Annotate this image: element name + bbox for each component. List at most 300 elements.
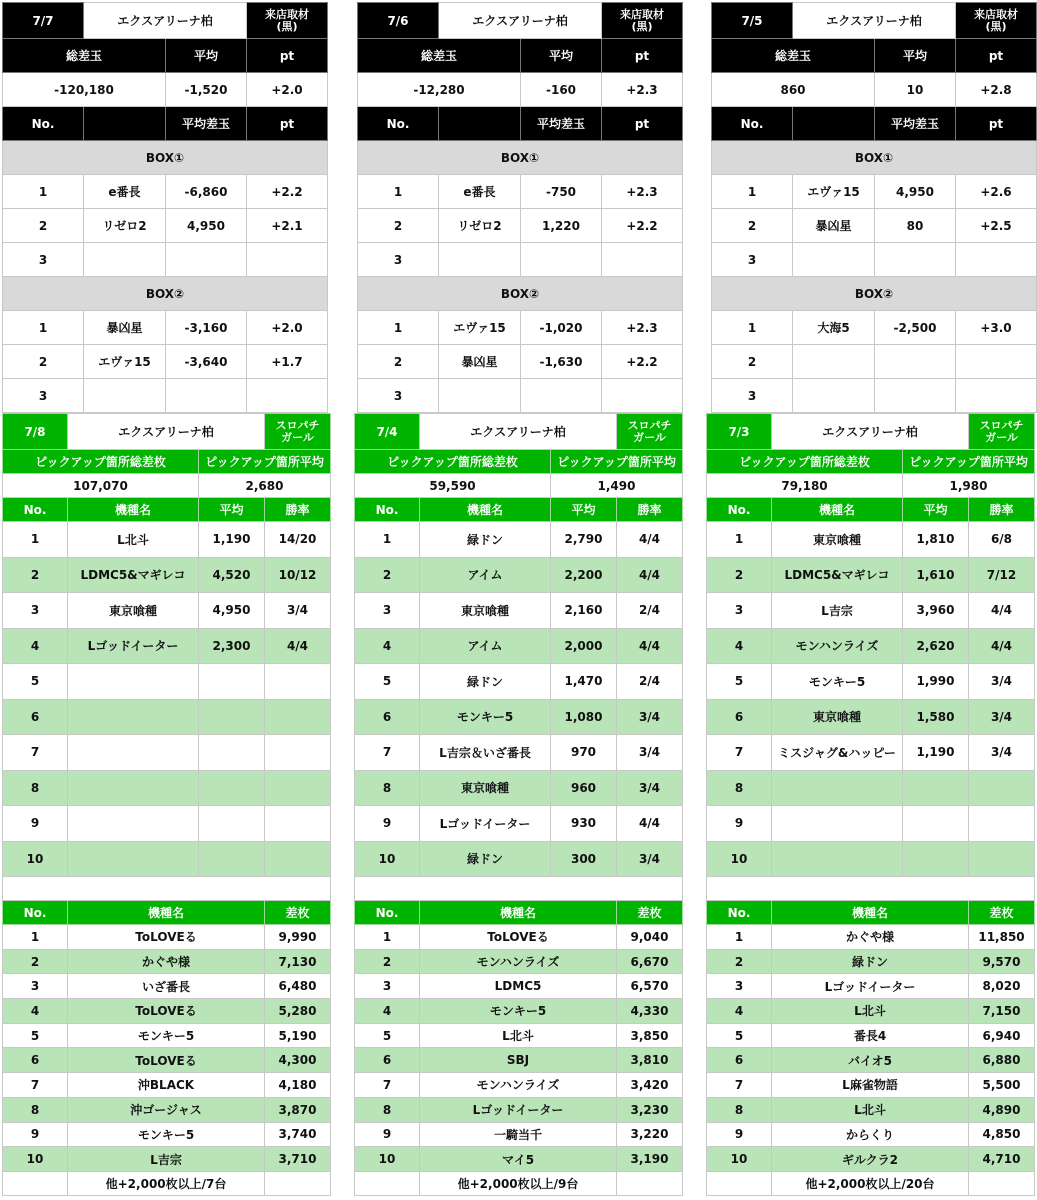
table-row <box>355 1048 683 1073</box>
pt-value <box>247 243 328 277</box>
row-no: 6 <box>3 699 68 735</box>
diff-value: 4,180 <box>265 1073 331 1098</box>
diff-value: 8,020 <box>969 974 1035 999</box>
summary-value: -120,180 <box>3 73 166 107</box>
machine-name: かぐや様 <box>68 949 265 974</box>
win-rate: 4/4 <box>969 593 1035 629</box>
table-row <box>355 974 683 999</box>
row-no: 4 <box>3 999 68 1024</box>
win-rate: 3/4 <box>969 664 1035 700</box>
row-no: 9 <box>3 806 68 842</box>
machine-name <box>793 345 875 379</box>
row-no: 8 <box>355 770 420 806</box>
machine-name <box>793 243 875 277</box>
summary-header: ピックアップ箇所総差枚 <box>355 450 551 474</box>
win-rate: 6/8 <box>969 522 1035 558</box>
list-header: No. <box>3 107 84 141</box>
table-row <box>3 735 331 771</box>
table-row <box>712 311 1037 345</box>
row-no: 3 <box>3 379 84 413</box>
win-rate: 10/12 <box>265 557 331 593</box>
diff-value: 9,570 <box>969 949 1035 974</box>
pt-value: +1.7 <box>247 345 328 379</box>
table-row <box>3 699 331 735</box>
machine-name <box>68 841 199 877</box>
row-no: 7 <box>707 735 772 771</box>
table-row <box>3 999 331 1024</box>
table-row <box>358 345 683 379</box>
machine-name: ToLOVEる <box>68 925 265 950</box>
store-name: エクスアリーナ柏 <box>84 3 247 39</box>
machine-name: エヴァ15 <box>793 175 875 209</box>
table-row <box>355 1122 683 1147</box>
avg-value: 2,000 <box>551 628 617 664</box>
machine-name: マイ5 <box>420 1147 617 1172</box>
avg-value <box>199 664 265 700</box>
table-row <box>3 243 328 277</box>
table-row <box>707 628 1035 664</box>
diff-value: 3,230 <box>617 1097 683 1122</box>
diff-value: 5,190 <box>265 1023 331 1048</box>
avg-value <box>199 735 265 771</box>
row-no: 10 <box>355 841 420 877</box>
table-row <box>712 345 1037 379</box>
rank-header: 差枚 <box>969 901 1035 925</box>
machine-name <box>68 735 199 771</box>
row-no: 7 <box>355 1073 420 1098</box>
pt-value: +2.2 <box>602 345 683 379</box>
avg-value: 2,300 <box>199 628 265 664</box>
row-no: 7 <box>3 1073 68 1098</box>
machine-name <box>772 770 903 806</box>
row-no: 4 <box>707 628 772 664</box>
row-no: 1 <box>712 175 793 209</box>
avg-diff <box>166 243 247 277</box>
machine-name: エヴァ15 <box>439 311 521 345</box>
table-row <box>707 593 1035 629</box>
win-rate: 3/4 <box>617 699 683 735</box>
diff-value: 3,190 <box>617 1147 683 1172</box>
diff-value: 3,220 <box>617 1122 683 1147</box>
summary-header: 平均 <box>875 39 956 73</box>
diff-value: 6,570 <box>617 974 683 999</box>
win-rate <box>265 770 331 806</box>
row-no: 5 <box>3 664 68 700</box>
table-row <box>707 974 1035 999</box>
row-no: 7 <box>355 735 420 771</box>
win-rate: 4/4 <box>617 628 683 664</box>
win-rate <box>265 664 331 700</box>
rank-header: 機種名 <box>772 901 969 925</box>
row-no: 5 <box>3 1023 68 1048</box>
summary-header: ピックアップ箇所平均 <box>903 450 1035 474</box>
diff-value: 3,710 <box>265 1147 331 1172</box>
table-row <box>707 1122 1035 1147</box>
machine-name <box>68 806 199 842</box>
row-no: 8 <box>3 770 68 806</box>
machine-name: L北斗 <box>772 999 969 1024</box>
row-no: 10 <box>3 841 68 877</box>
machine-name <box>772 841 903 877</box>
spacer <box>3 877 331 901</box>
machine-name: L麻雀物語 <box>772 1073 969 1098</box>
win-rate: 3/4 <box>617 735 683 771</box>
summary-header: pt <box>602 39 683 73</box>
list-header: pt <box>602 107 683 141</box>
row-no: 1 <box>3 311 84 345</box>
table-row <box>3 1122 331 1147</box>
box-label: BOX① <box>712 141 1037 175</box>
avg-diff <box>875 243 956 277</box>
table-row <box>707 664 1035 700</box>
diff-value: 3,740 <box>265 1122 331 1147</box>
pickup-panel <box>2 413 330 1196</box>
machine-name: L吉宗＆いざ番長 <box>420 735 551 771</box>
machine-name: アイム <box>420 628 551 664</box>
panel-date: 7/4 <box>355 414 420 450</box>
machine-name: 東京喰種 <box>772 522 903 558</box>
summary-value: -12,280 <box>358 73 521 107</box>
table-row <box>3 974 331 999</box>
summary-header: 総差玉 <box>712 39 875 73</box>
avg-value: 1,470 <box>551 664 617 700</box>
row-no: 9 <box>355 1122 420 1147</box>
machine-name: モンキー5 <box>772 664 903 700</box>
store-name: エクスアリーナ柏 <box>793 3 956 39</box>
win-rate: 2/4 <box>617 664 683 700</box>
table-row <box>3 379 328 413</box>
table-row <box>707 770 1035 806</box>
table-row <box>707 1097 1035 1122</box>
row-no: 10 <box>707 1147 772 1172</box>
list-header: No. <box>358 107 439 141</box>
machine-name: ToLOVEる <box>420 925 617 950</box>
table-row <box>3 1097 331 1122</box>
guest-note: スロパチ ガール <box>617 414 683 450</box>
table-row <box>355 770 683 806</box>
machine-name: Lゴッドイーター <box>772 974 969 999</box>
diff-value: 4,890 <box>969 1097 1035 1122</box>
avg-value <box>199 806 265 842</box>
table-row <box>707 1023 1035 1048</box>
box-panel <box>357 2 682 413</box>
machine-name: LDMC5&マギレコ <box>772 557 903 593</box>
row-no: 2 <box>712 345 793 379</box>
avg-diff: -3,160 <box>166 311 247 345</box>
row-no: 2 <box>3 949 68 974</box>
machine-name: 東京喰種 <box>68 593 199 629</box>
avg-diff: 1,220 <box>521 209 602 243</box>
row-no: 2 <box>3 209 84 243</box>
diff-value: 3,870 <box>265 1097 331 1122</box>
win-rate <box>265 806 331 842</box>
list-header <box>439 107 521 141</box>
summary-header: 総差玉 <box>3 39 166 73</box>
row-no: 2 <box>3 345 84 379</box>
machine-name <box>84 243 166 277</box>
diff-value: 4,850 <box>969 1122 1035 1147</box>
pt-value <box>956 243 1037 277</box>
win-rate: 3/4 <box>969 699 1035 735</box>
coverage-note: 来店取材 (黒) <box>602 3 683 39</box>
row-no: 4 <box>355 999 420 1024</box>
machine-name: 暴凶星 <box>84 311 166 345</box>
pick-header: No. <box>3 498 68 522</box>
rank-header: 機種名 <box>420 901 617 925</box>
machine-name: バイオ5 <box>772 1048 969 1073</box>
avg-value: 960 <box>551 770 617 806</box>
machine-name: 大海5 <box>793 311 875 345</box>
box-panel <box>711 2 1036 413</box>
machine-name: Lゴッドイーター <box>68 628 199 664</box>
rank-header: 機種名 <box>68 901 265 925</box>
machine-name: 東京喰種 <box>772 699 903 735</box>
row-no: 2 <box>707 557 772 593</box>
row-no: 1 <box>3 175 84 209</box>
footer-blank <box>707 1171 772 1195</box>
panel-date: 7/8 <box>3 414 68 450</box>
machine-name <box>793 379 875 413</box>
table-row <box>712 209 1037 243</box>
machine-name <box>772 806 903 842</box>
machine-name: 暴凶星 <box>793 209 875 243</box>
guest-note: スロパチ ガール <box>265 414 331 450</box>
table-row <box>355 628 683 664</box>
machine-name: 東京喰種 <box>420 593 551 629</box>
diff-value: 5,500 <box>969 1073 1035 1098</box>
avg-diff: 80 <box>875 209 956 243</box>
row-no: 2 <box>707 949 772 974</box>
row-no: 7 <box>707 1073 772 1098</box>
footer-note: 他+2,000枚以上/20台 <box>772 1171 969 1195</box>
avg-value: 2,160 <box>551 593 617 629</box>
machine-name: ToLOVEる <box>68 1048 265 1073</box>
pick-header: No. <box>707 498 772 522</box>
summary-value: 79,180 <box>707 474 903 498</box>
row-no: 3 <box>355 593 420 629</box>
row-no: 10 <box>3 1147 68 1172</box>
win-rate: 4/4 <box>969 628 1035 664</box>
win-rate: 2/4 <box>617 593 683 629</box>
row-no: 5 <box>707 664 772 700</box>
row-no: 1 <box>712 311 793 345</box>
table-row <box>355 522 683 558</box>
rank-header: 差枚 <box>617 901 683 925</box>
avg-value: 3,960 <box>903 593 969 629</box>
row-no: 1 <box>358 175 439 209</box>
footer-blank <box>3 1171 68 1195</box>
pick-header: 平均 <box>551 498 617 522</box>
avg-value: 4,950 <box>199 593 265 629</box>
row-no: 3 <box>712 379 793 413</box>
avg-diff <box>166 379 247 413</box>
pt-value: +2.1 <box>247 209 328 243</box>
table-row <box>358 243 683 277</box>
diff-value: 9,040 <box>617 925 683 950</box>
table-row <box>3 1023 331 1048</box>
rank-header: No. <box>3 901 68 925</box>
table-row <box>707 925 1035 950</box>
machine-name <box>439 243 521 277</box>
row-no: 8 <box>707 1097 772 1122</box>
row-no: 8 <box>3 1097 68 1122</box>
avg-diff: -750 <box>521 175 602 209</box>
panel-date: 7/3 <box>707 414 772 450</box>
table-row <box>355 593 683 629</box>
table-row <box>707 1048 1035 1073</box>
diff-value: 4,710 <box>969 1147 1035 1172</box>
table-row <box>358 311 683 345</box>
row-no: 2 <box>712 209 793 243</box>
row-no: 4 <box>355 628 420 664</box>
summary-value: 107,070 <box>3 474 199 498</box>
pt-value: +2.5 <box>956 209 1037 243</box>
diff-value: 5,280 <box>265 999 331 1024</box>
rank-header: 差枚 <box>265 901 331 925</box>
pt-value: +2.2 <box>247 175 328 209</box>
avg-value: 930 <box>551 806 617 842</box>
avg-diff <box>521 379 602 413</box>
machine-name <box>68 699 199 735</box>
avg-value: 1,990 <box>903 664 969 700</box>
machine-name: モンハンライズ <box>420 1073 617 1098</box>
machine-name: e番長 <box>439 175 521 209</box>
pick-header: 勝率 <box>969 498 1035 522</box>
machine-name: モンキー5 <box>68 1023 265 1048</box>
table-row <box>707 522 1035 558</box>
machine-name: 東京喰種 <box>420 770 551 806</box>
table-row <box>355 925 683 950</box>
footer-blank <box>265 1171 331 1195</box>
footer-blank <box>617 1171 683 1195</box>
win-rate: 4/4 <box>617 522 683 558</box>
avg-diff: -6,860 <box>166 175 247 209</box>
table-row <box>707 806 1035 842</box>
pt-value <box>602 379 683 413</box>
row-no: 6 <box>355 1048 420 1073</box>
table-row <box>3 664 331 700</box>
row-no: 9 <box>707 806 772 842</box>
table-row <box>355 999 683 1024</box>
summary-header: 平均 <box>521 39 602 73</box>
row-no: 3 <box>707 974 772 999</box>
machine-name: 番長4 <box>772 1023 969 1048</box>
win-rate: 3/4 <box>617 770 683 806</box>
avg-diff: -1,630 <box>521 345 602 379</box>
table-row <box>707 841 1035 877</box>
table-row <box>3 593 331 629</box>
table-row <box>355 1073 683 1098</box>
pt-value <box>247 379 328 413</box>
diff-value: 9,990 <box>265 925 331 950</box>
row-no: 8 <box>707 770 772 806</box>
machine-name: LDMC5 <box>420 974 617 999</box>
machine-name <box>439 379 521 413</box>
machine-name: 沖ゴージャス <box>68 1097 265 1122</box>
table-row <box>358 209 683 243</box>
win-rate: 4/4 <box>617 806 683 842</box>
table-row <box>707 999 1035 1024</box>
win-rate <box>265 841 331 877</box>
list-header: 平均差玉 <box>875 107 956 141</box>
avg-value <box>903 841 969 877</box>
machine-name: からくり <box>772 1122 969 1147</box>
avg-value: 970 <box>551 735 617 771</box>
win-rate: 3/4 <box>969 735 1035 771</box>
diff-value: 4,330 <box>617 999 683 1024</box>
avg-value: 4,520 <box>199 557 265 593</box>
pick-header: 平均 <box>199 498 265 522</box>
table-row <box>3 949 331 974</box>
avg-value <box>199 770 265 806</box>
machine-name: エヴァ15 <box>84 345 166 379</box>
guest-note: スロパチ ガール <box>969 414 1035 450</box>
row-no: 1 <box>707 522 772 558</box>
row-no: 6 <box>3 1048 68 1073</box>
avg-value <box>903 806 969 842</box>
pickup-panel <box>706 413 1034 1196</box>
table-row <box>3 175 328 209</box>
machine-name: L吉宗 <box>772 593 903 629</box>
footer-blank <box>969 1171 1035 1195</box>
list-header <box>84 107 166 141</box>
table-row <box>3 1073 331 1098</box>
row-no: 1 <box>3 522 68 558</box>
machine-name: アイム <box>420 557 551 593</box>
avg-value: 1,080 <box>551 699 617 735</box>
row-no: 3 <box>355 974 420 999</box>
store-name: エクスアリーナ柏 <box>439 3 602 39</box>
table-row <box>355 949 683 974</box>
pt-value: +2.0 <box>247 311 328 345</box>
avg-value <box>199 841 265 877</box>
win-rate: 4/4 <box>265 628 331 664</box>
summary-value: +2.8 <box>956 73 1037 107</box>
table-row <box>3 770 331 806</box>
table-row <box>355 1147 683 1172</box>
table-row <box>3 345 328 379</box>
summary-header: ピックアップ箇所平均 <box>199 450 331 474</box>
diff-value: 11,850 <box>969 925 1035 950</box>
pt-value: +2.2 <box>602 209 683 243</box>
table-row <box>3 209 328 243</box>
pick-header: 機種名 <box>772 498 903 522</box>
avg-value: 2,790 <box>551 522 617 558</box>
summary-header: 総差玉 <box>358 39 521 73</box>
win-rate: 3/4 <box>617 841 683 877</box>
table-row <box>712 243 1037 277</box>
pick-header: 勝率 <box>617 498 683 522</box>
win-rate <box>969 770 1035 806</box>
machine-name: モンハンライズ <box>772 628 903 664</box>
machine-name: 緑ドン <box>420 522 551 558</box>
summary-value: -1,520 <box>166 73 247 107</box>
row-no: 1 <box>358 311 439 345</box>
table-row <box>358 175 683 209</box>
pt-value <box>956 345 1037 379</box>
store-name: エクスアリーナ柏 <box>68 414 265 450</box>
row-no: 2 <box>355 949 420 974</box>
row-no: 3 <box>358 243 439 277</box>
summary-value: +2.3 <box>602 73 683 107</box>
row-no: 2 <box>358 345 439 379</box>
machine-name: いざ番長 <box>68 974 265 999</box>
win-rate: 14/20 <box>265 522 331 558</box>
machine-name: 緑ドン <box>772 949 969 974</box>
avg-value: 1,190 <box>903 735 969 771</box>
row-no: 1 <box>3 925 68 950</box>
row-no: 5 <box>707 1023 772 1048</box>
